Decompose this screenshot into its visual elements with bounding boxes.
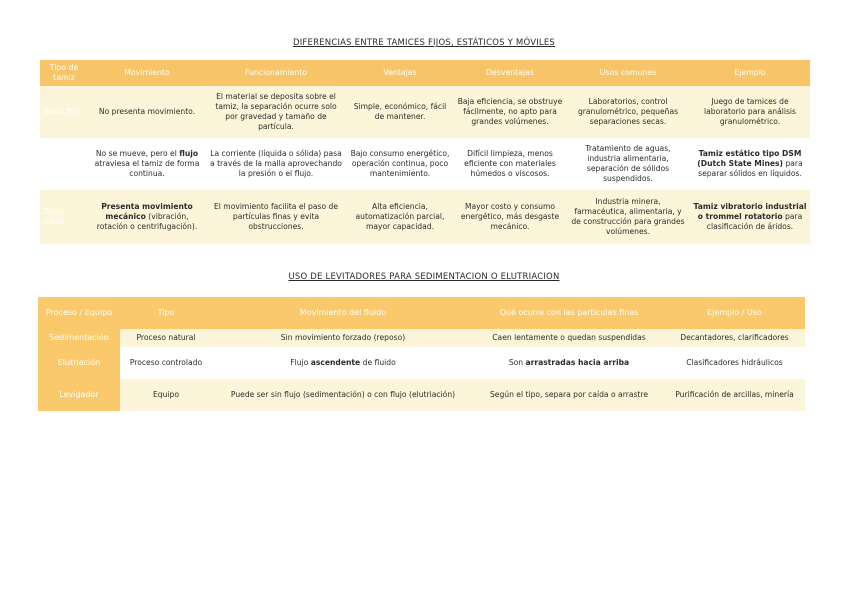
bold-text: Tamiz vibratorio industrial o trommel rotatorio <box>693 202 807 221</box>
cell-uses: Tratamiento de aguas, industria alimentaria, separación de sólidos suspendidos. <box>566 138 690 190</box>
row-process: Sedimentación <box>38 329 120 347</box>
cell-type: Proceso natural <box>120 329 212 347</box>
text-part: Son <box>508 358 524 367</box>
cell-advantages: Alta eficiencia, automatización parcial, mayor capacidad. <box>346 190 454 244</box>
cell-movement <box>88 190 206 244</box>
header-tipo: Tipo <box>120 297 212 329</box>
cell-advantages: Simple, económico, fácil de mantener. <box>346 86 454 138</box>
cell-uses: Industria minera, farmacéutica, alimentaria, y de construcción para grandes volúmenes. <box>566 190 690 244</box>
table2-title: USO DE LEVITADORES PARA SEDIMENTACION O ELUTRIACION <box>288 272 560 282</box>
table-row <box>38 329 805 347</box>
cell-function: El material se deposita sobre el tamiz, la separación ocurre solo por gravedad y tamaño de partícula. <box>206 86 346 138</box>
table-row <box>40 86 810 138</box>
header-particulas-finas: Qué ocurre con las partículas finas <box>474 297 664 329</box>
cell-example: Purificación de arcillas, minería <box>664 379 805 411</box>
header-proceso-equipo: Proceso / Equipo <box>38 297 120 329</box>
cell-movement: No presenta movimiento. <box>88 86 206 138</box>
row-process: Elutriación <box>38 347 120 379</box>
cell-example <box>690 190 810 244</box>
row-type: Tamiz móvil <box>40 190 88 244</box>
table1-title: DIFERENCIAS ENTRE TAMICES FIJOS, ESTÁTICOS Y MÓVILES <box>292 38 556 48</box>
cell-example <box>690 138 810 190</box>
table-row <box>40 190 810 244</box>
text-part: atraviesa el tamiz de forma continua. <box>94 159 200 178</box>
cell-example: Clasificadores hidráulicos <box>664 347 805 379</box>
text-part: de fluido <box>362 358 396 367</box>
row-process: Levigador <box>38 379 120 411</box>
cell-disadvantages: Mayor costo y consumo energético, más desgaste mecánico. <box>454 190 566 244</box>
header-movimiento: Movimiento <box>88 60 206 86</box>
levitadores-table <box>38 297 805 411</box>
cell-uses: Laboratorios, control granulométrico, pequeñas separaciones secas. <box>566 86 690 138</box>
text-part: No se mueve, pero el <box>95 149 177 158</box>
table-header-row <box>40 60 810 86</box>
cell-disadvantages: Difícil limpieza, menos eficiente con materiales húmedos o viscosos. <box>454 138 566 190</box>
cell-type: Proceso controlado <box>120 347 212 379</box>
header-ejemplo-uso: Ejemplo / Uso <box>664 297 805 329</box>
cell-type: Equipo <box>120 379 212 411</box>
cell-disadvantages: Baja eficiencia, se obstruye fácilmente, no apto para grandes volúmenes. <box>454 86 566 138</box>
row-type: Tamiz estático <box>40 138 88 190</box>
header-funcionamiento: Funcionamiento <box>206 60 346 86</box>
table-header-row <box>38 297 805 329</box>
text-part: para clasificación de áridos. <box>706 212 803 231</box>
cell-advantages: Bajo consumo energético, operación continua, poco mantenimiento. <box>346 138 454 190</box>
cell-fines: Según el tipo, separa por caída o arrastre <box>474 379 664 411</box>
header-movimiento-fluido: Movimiento del fluido <box>212 297 474 329</box>
header-tipo-tamiz: Tipo de tamiz <box>40 60 88 86</box>
cell-fines <box>474 347 664 379</box>
cell-fines: Caen lentamente o quedan suspendidas <box>474 329 664 347</box>
table-row <box>38 379 805 411</box>
table-row <box>40 138 810 190</box>
cell-fluid: Puede ser sin flujo (sedimentación) o con flujo (elutriación) <box>212 379 474 411</box>
cell-fluid <box>212 347 474 379</box>
cell-example: Decantadores, clarificadores <box>664 329 805 347</box>
header-ventajas: Ventajas <box>346 60 454 86</box>
bold-text: ascendente <box>310 358 361 367</box>
text-part: (vibración, rotación o centrifugación). <box>96 212 198 231</box>
header-usos-comunes: Usos comunes <box>566 60 690 86</box>
row-type: Tamiz fijo <box>40 86 88 138</box>
cell-example: Juego de tamices de laboratorio para análisis granulométrico. <box>690 86 810 138</box>
cell-movement <box>88 138 206 190</box>
bold-text: Tamiz estático tipo DSM (Dutch State Mines) <box>697 149 802 168</box>
cell-function: La corriente (líquida o sólida) pasa a través de la malla aprovechando la presión o el flujo. <box>206 138 346 190</box>
bold-text: arrastradas hacia arriba <box>525 358 630 367</box>
header-ejemplo: Ejemplo <box>690 60 810 86</box>
text-part: Flujo <box>290 358 309 367</box>
header-desventajas: Desventajas <box>454 60 566 86</box>
cell-fluid: Sin movimiento forzado (reposo) <box>212 329 474 347</box>
table-row <box>38 347 805 379</box>
cell-function: El movimiento facilita el paso de partículas finas y evita obstrucciones. <box>206 190 346 244</box>
text-part: para separar sólidos en líquidos. <box>698 159 803 178</box>
tamices-comparison-table <box>40 60 810 244</box>
bold-text: flujo <box>179 149 199 158</box>
bold-text: Presenta movimiento mecánico <box>101 202 193 221</box>
